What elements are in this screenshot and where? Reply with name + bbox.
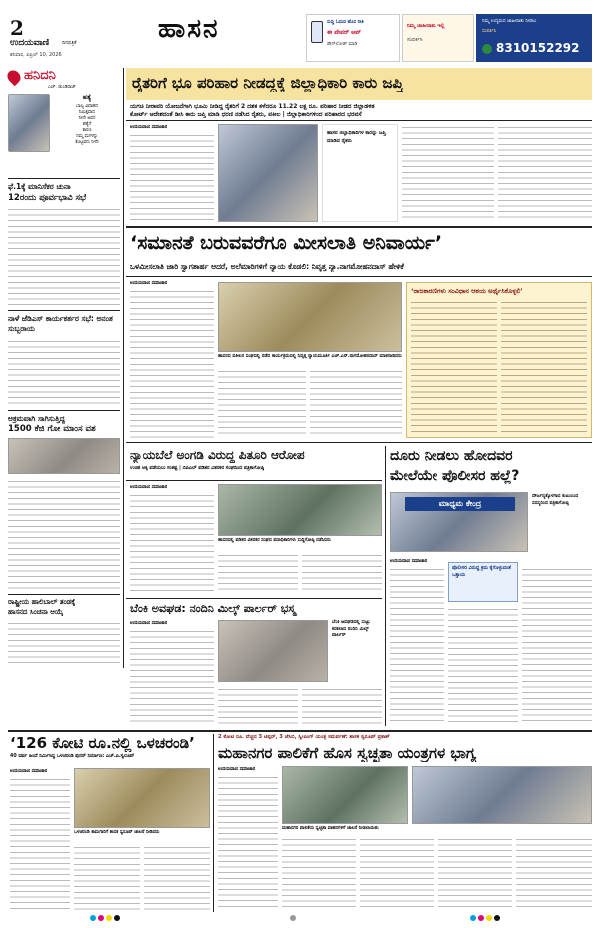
page-number: 2 bbox=[10, 16, 24, 40]
divider bbox=[8, 594, 120, 595]
story5-headline: ಬೆಂಕಿ ಅವಘಡ: ನಂದಿನಿ ಮಿಲ್ಕ್ ಪಾರ್ಲರ್ ಭಸ್ಮ bbox=[130, 602, 296, 615]
poem-line: ಕೊಟ್ಟವನು ನೀನೇ bbox=[75, 140, 99, 145]
registration-dot bbox=[478, 915, 484, 921]
story5-body-col1 bbox=[130, 628, 214, 726]
registration-dot bbox=[114, 915, 120, 921]
divider bbox=[8, 410, 120, 411]
divider bbox=[126, 480, 382, 481]
divider bbox=[126, 598, 382, 599]
page-header bbox=[0, 0, 600, 66]
divider bbox=[126, 226, 592, 228]
ad-mid-line1: ನಿಮ್ಮ ಜಾಹೀರಾತು ಇಲ್ಲಿ bbox=[407, 23, 445, 29]
logo-text: ಹನಿದನಿ bbox=[24, 68, 56, 83]
story7-body-col4 bbox=[438, 836, 512, 910]
story2-box-body-2 bbox=[501, 299, 587, 433]
column-divider bbox=[123, 68, 124, 668]
lead-body-col3 bbox=[498, 124, 592, 222]
sidebar-story-1-head2: 12ರಂದು ಪೂರ್ವಭಾವಿ ಸಭೆ bbox=[8, 193, 87, 203]
story7-photo-2 bbox=[412, 766, 592, 824]
registration-marks bbox=[90, 914, 510, 922]
poem-line: ನೀನೇ ಅವನ bbox=[78, 116, 96, 121]
story3-body-col1 bbox=[130, 492, 214, 594]
story6-body-col2 bbox=[74, 844, 140, 910]
sidebar-column bbox=[8, 68, 120, 668]
ad-phone-line1: ನಿಮ್ಮ ಉದ್ಯಮದ ಜಾಹೀರಾತು ನೀಡಲು bbox=[482, 19, 537, 24]
story7-headline: ಮಹಾನಗರ ಪಾಲಿಕೆಗೆ ಹೊಸ ಸ್ವಚ್ಛತಾ ಯಂತ್ರಗಳ ಭಾಗ್ಯ bbox=[218, 744, 477, 762]
registration-dot bbox=[486, 915, 492, 921]
story3-caption: ಹಾಸನದಲ್ಲಿ ಪಡಿತರ ವಿತರಕರ ಸಂಘದ ಪದಾಧಿಕಾರಿಗಳು ಸುದ್ದಿಗೋಷ್ಠಿ ನಡೆಸಿದರು bbox=[218, 538, 331, 543]
poem-line: ಕಾರಣ bbox=[82, 128, 92, 133]
story2-body-col1 bbox=[130, 288, 214, 438]
date-line: ಶನಿವಾರ, ಏಪ್ರಿಲ್ 10, 2026 bbox=[10, 52, 62, 58]
story2-body-col3 bbox=[310, 368, 402, 438]
story4-body-col2 bbox=[448, 606, 518, 726]
story6-body-col1 bbox=[10, 776, 70, 910]
ad-app-line1: ಸುದ್ದಿ ಓದುವ ಹೊಸ ರೀತಿ bbox=[327, 20, 364, 25]
sidebar-story-4-body bbox=[8, 620, 120, 668]
story6-caption: ಒಳಚರಂಡಿ ಕಾಮಗಾರಿಗೆ ಶಾಸಕ ಸ್ವರೂಪ್ ಚಾಲನೆ ನೀಡಿದರು bbox=[74, 830, 160, 835]
story4-photo bbox=[390, 492, 528, 552]
lead-body-col2 bbox=[402, 124, 494, 222]
story2-byline: ಉದಯವಾಣಿ ಸಮಾಚಾರ bbox=[130, 281, 168, 286]
story6-body-col3 bbox=[144, 844, 210, 910]
story4-byline: ಉದಯವಾಣಿ ಸಮಾಚಾರ bbox=[390, 559, 428, 564]
poem-title: ಹತ್ಯೆ bbox=[82, 94, 92, 101]
story5-caption: ಬೆಂಕಿ ಅವಘಡದಲ್ಲಿ ಸುಟ್ಟು ಕರಕಲಾದ ನಂದಿನಿ ಮಿಲ್ಕ್ ಪಾರ್ಲರ್ bbox=[332, 620, 371, 638]
story2-subhead: ಒಳಮೀಸಲಾತಿ ಜಾರಿ ಸ್ವಾಗತಾರ್ಹ ಆದರೆ, ಅಲೆಮಾರಿಗಳಿಗೆ ನ್ಯಾಯ ಕೊಡಲಿ: ನಿವೃತ್ತ ನ್ಯಾ.ನಾಗಮೋಹನದಾಸ್ ಹೇಳಿಕೆ bbox=[130, 262, 404, 271]
story5-body-col2 bbox=[218, 686, 298, 726]
story4-quote: ದೌರ್ಜನ್ಯಕ್ಕೊಳಗಾದ ಕುಟುಂಬದ ಸದಸ್ಯರಿಂದ ಪತ್ರಿಕಾಗೋಷ್ಠಿ bbox=[532, 494, 579, 506]
divider bbox=[8, 178, 120, 179]
story4-body-col1 bbox=[390, 566, 444, 726]
lead-body-col1 bbox=[130, 132, 214, 222]
poem-line: ಬಾಲ್ಯ ವಿವಾಹದ bbox=[76, 104, 98, 109]
story2-headline: ‘ಸಮಾನತೆ ಬರುವವರೆಗೂ ಮೀಸಲಾತಿ ಅನಿವಾರ್ಯ’ bbox=[130, 232, 443, 254]
sidebar-story-3-head: ಅಕ್ರಮವಾಗಿ ಸಾಗಿಸುತ್ತಿದ್ದ bbox=[8, 414, 66, 423]
lead-caption: ಹಾಸನ ಜಿಲ್ಲಾಧಿಕಾರಿಗಳ ಕಾರನ್ನು ಜಪ್ತಿ ಮಾಡಿದ ರೈತರು bbox=[327, 130, 386, 144]
brand-tag: ದಿನಪತ್ರಿಕೆ bbox=[62, 40, 77, 46]
story5-body-col3 bbox=[302, 686, 382, 726]
lead-headline-band bbox=[126, 68, 592, 100]
brand-name: ಉದಯವಾಣಿ bbox=[10, 38, 50, 48]
divider bbox=[126, 120, 592, 121]
story4-pullquote: ಪೊಲೀಸರ ವಿರುದ್ಧ ಕ್ರಮ ಕೈಗೊಳ್ಳುವಂತೆ ಒತ್ತಾಯ bbox=[452, 566, 511, 578]
ad-mid-line2: ಸಂಪರ್ಕಿಸಿ bbox=[407, 37, 423, 43]
story2-box-title: ‘ರಾಜಕಾರಣಿಗಳು ಸಂವಿಧಾನ ಆಶಯ ಅರ್ಥೈಸಿಕೊಳ್ಳಲಿ’ bbox=[411, 287, 523, 295]
header-ad-phone[interactable] bbox=[476, 14, 592, 62]
lead-photo bbox=[218, 124, 318, 222]
sidebar-story-2-body bbox=[8, 338, 120, 406]
phone-icon bbox=[311, 21, 323, 43]
drop-icon bbox=[5, 68, 23, 86]
poem-line: ನಿಮ್ಮ ಮಗಳನ್ನು bbox=[76, 134, 98, 139]
story2-sidebox bbox=[406, 282, 592, 438]
story4-headline-1: ದೂರು ನೀಡಲು ಹೋದವರ bbox=[390, 448, 513, 464]
story7-body-col5 bbox=[516, 836, 592, 910]
story2-photo bbox=[218, 282, 402, 352]
poem-line: ಹತ್ಯೆಗೆ bbox=[82, 122, 92, 127]
story7-kicker: 2 ಕೋಟಿ ರೂ. ವೆಚ್ಚದ 3 ಟಿಪ್ಪರ್, 3 ಜೆಸಿಬಿ, ಸ್ವೀಪಿಂಗ್ ಯಂತ್ರ ಸಮರ್ಪಣೆ: ಶಾಸಕ ಸ್ವರೂಪ್ ಪ್ರಕಾಶ್ bbox=[218, 734, 390, 740]
ad-phone-number: 8310152292 bbox=[496, 41, 580, 55]
column-divider bbox=[385, 446, 386, 726]
poem-line: ನಿಮಿತ್ತವಾದ bbox=[78, 110, 96, 115]
column-divider bbox=[213, 734, 214, 912]
story4-banner: ಮಾಧ್ಯಮ ಕೇಂದ್ರ bbox=[405, 497, 515, 511]
ad-phone-line2: ಸಂಪರ್ಕಿಸಿ bbox=[482, 29, 497, 34]
ad-app-line2: ಈ ಪೇಪರ್ ಆಪ್ bbox=[327, 29, 361, 36]
registration-dot bbox=[470, 915, 476, 921]
registration-dot bbox=[290, 915, 296, 921]
story3-photo bbox=[218, 484, 382, 536]
story2-box-body bbox=[411, 299, 497, 433]
story3-byline: ಉದಯವಾಣಿ ಸಮಾಚಾರ bbox=[130, 485, 168, 490]
sidebar-story-3-head2: 1500 ಕೆಜಿ ಗೋ ಮಾಂಸ ವಶ bbox=[8, 424, 96, 434]
story7-body-col2 bbox=[282, 836, 356, 910]
story2-caption: ಹಾಸನದ ವಕೀಲರ ಸಂಘದಲ್ಲಿ ನಡೆದ ಕಾರ್ಯಕ್ರಮದಲ್ಲಿ ನಿವೃತ್ತ ನ್ಯಾಯಮೂರ್ತಿ ಎಚ್.ಎನ್.ನಾಗಮೋಹನದಾಸ್ ಮಾತನಾಡಿದರು bbox=[218, 354, 402, 359]
story7-body-col3 bbox=[360, 836, 434, 910]
sidebar-story-4-head2: ಹಾಸನದ ಸಿಂಚನಾ ಆಯ್ಕೆ bbox=[8, 608, 64, 616]
sidebar-story-1-body bbox=[8, 206, 120, 306]
sidebar-story-4-head: ರಾಷ್ಟ್ರೀಯ ಹಾಲಿಬಾಲ್ ತಂಡಕ್ಕೆ bbox=[8, 598, 76, 606]
story4-headline-2: ಮೇಲೆಯೇ ಪೊಲೀಸರ ಹಲ್ಲೆ? bbox=[390, 468, 520, 484]
sidebar-story-1-head: ಫೆ.1ಕ್ಕೆ ಮಾನಿಸೆಕರ ಚುನಾ bbox=[8, 182, 71, 191]
divider bbox=[8, 310, 120, 311]
poem-box bbox=[54, 94, 120, 174]
story3-deck: ಉಚಿತ ಅಕ್ಕಿ ಪಡೆಯಲು ಸಂಕಷ್ಟ | ಬಿಪಿಎಲ್ ಪಡಿತರ ವಿತರಕರ ಸಂಘದಿಂದ ಪತ್ರಿಕಾಗೋಷ್ಠಿ bbox=[130, 466, 265, 471]
story7-photo-1 bbox=[282, 766, 408, 824]
story5-byline: ಉದಯವಾಣಿ ಸಮಾಚಾರ bbox=[130, 621, 168, 626]
story6-deck: 40 ವರ್ಷ ಹಿಂದೆ ನಿರ್ಮಿಸಿದ್ದ ಒಳಚರಂಡಿ ಪುನರ್ ನಿರ್ಮಾಣ: ಎಚ್.ಪಿ.ಸ್ವರೂಪ್ bbox=[10, 754, 135, 759]
story4-body-col3 bbox=[522, 566, 592, 726]
story7-byline: ಉದಯವಾಣಿ ಸಮಾಚಾರ bbox=[218, 767, 256, 772]
ad-app-line3: ಡೌನ್‌ಲೋಡ್ ಮಾಡಿ bbox=[327, 42, 358, 47]
header-ad-app[interactable] bbox=[306, 14, 400, 62]
divider bbox=[8, 730, 592, 732]
lead-caption-box bbox=[322, 124, 398, 222]
divider bbox=[126, 442, 592, 443]
divider bbox=[126, 276, 592, 277]
header-ad-middle[interactable] bbox=[402, 14, 474, 62]
registration-dot bbox=[494, 915, 500, 921]
story2-body-col2 bbox=[218, 368, 306, 438]
registration-dot bbox=[98, 915, 104, 921]
story6-byline: ಉದಯವಾಣಿ ಸಮಾಚಾರ bbox=[10, 769, 48, 774]
sidebar-story-2-head: ನಾಳೆ ಜೆಡಿಎಸ್ ಕಾರ್ಯಕರ್ತರ ಸಭೆ: ಅನಂತ ಸುಬ್ಬರಾಯ bbox=[8, 314, 113, 333]
hanidani-logo bbox=[8, 68, 120, 90]
story3-headline: ನ್ಯಾಯಬೆಲೆ ಅಂಗಡಿ ವಿರುದ್ಧ ಪಿತೂರಿ ಆರೋಪ bbox=[130, 448, 305, 462]
story4-pullquote-box bbox=[448, 562, 518, 602]
lead-deck: ಯಗಚಿ ನೀರಾವರಿ ಯೋಜನೆಗಾಗಿ ಭೂಮಿ ನೀಡಿದ್ದ ರೈತರಿಗೆ 2 ದಶಕ ಕಳೆದರೂ 11.22 ಲಕ್ಷ ರೂ. ಪರಿಹಾರ ನೀಡದ ಜಿಲ್ಲಾಡಳಿತ bbox=[130, 103, 375, 110]
story5-photo bbox=[218, 620, 328, 682]
registration-dot bbox=[90, 915, 96, 921]
story6-headline: ‘126 ಕೋಟಿ ರೂ.ನಲ್ಲಿ ಒಳಚರಂಡಿ’ bbox=[10, 734, 195, 752]
columnist-photo bbox=[8, 94, 50, 152]
lead-deck-2: ಕೋರ್ಟ್ ಆದೇಶದಂತೆ ಡೀಸಿ ಕಾರು ಜಪ್ತಿ ಮಾಡಿ ಧರಣಿ ನಡೆಸಿದ ರೈತರು, ವಕೀಲ | ಜಿಲ್ಲಾಧಿಕಾರಿಗಳಿಂದ ಪರಿಹಾರದ ಭರವಸೆ bbox=[130, 111, 362, 118]
story6-photo bbox=[74, 768, 210, 828]
whatsapp-icon bbox=[482, 44, 492, 54]
registration-dot bbox=[106, 915, 112, 921]
story3-body-col2 bbox=[218, 552, 298, 594]
story7-caption: ಮಹಾನಗರ ಪಾಲಿಕೆಯ ಸ್ವಚ್ಛತಾ ವಾಹನಗಳಿಗೆ ಚಾಲನೆ ನೀಡಲಾಯಿತು bbox=[282, 826, 379, 831]
sidebar-story-3-photo bbox=[8, 438, 120, 474]
lead-headline: ರೈತರಿಗೆ ಭೂ ಪರಿಹಾರ ನೀಡದ್ದಕ್ಕೆ ಜಿಲ್ಲಾಧಿಕಾರಿ ಕಾರು ಜಪ್ತಿ bbox=[132, 74, 404, 92]
sidebar-story-3-body bbox=[8, 478, 120, 590]
story7-body-col1 bbox=[218, 774, 278, 910]
story3-body-col3 bbox=[302, 552, 382, 594]
edition-title: ಹಾಸನ bbox=[158, 14, 220, 44]
lead-byline: ಉದಯವಾಣಿ ಸಮಾಚಾರ bbox=[130, 125, 168, 130]
logo-sub: ಎಚ್. ಡುಂಡಿರಾಜ್ bbox=[48, 85, 76, 90]
